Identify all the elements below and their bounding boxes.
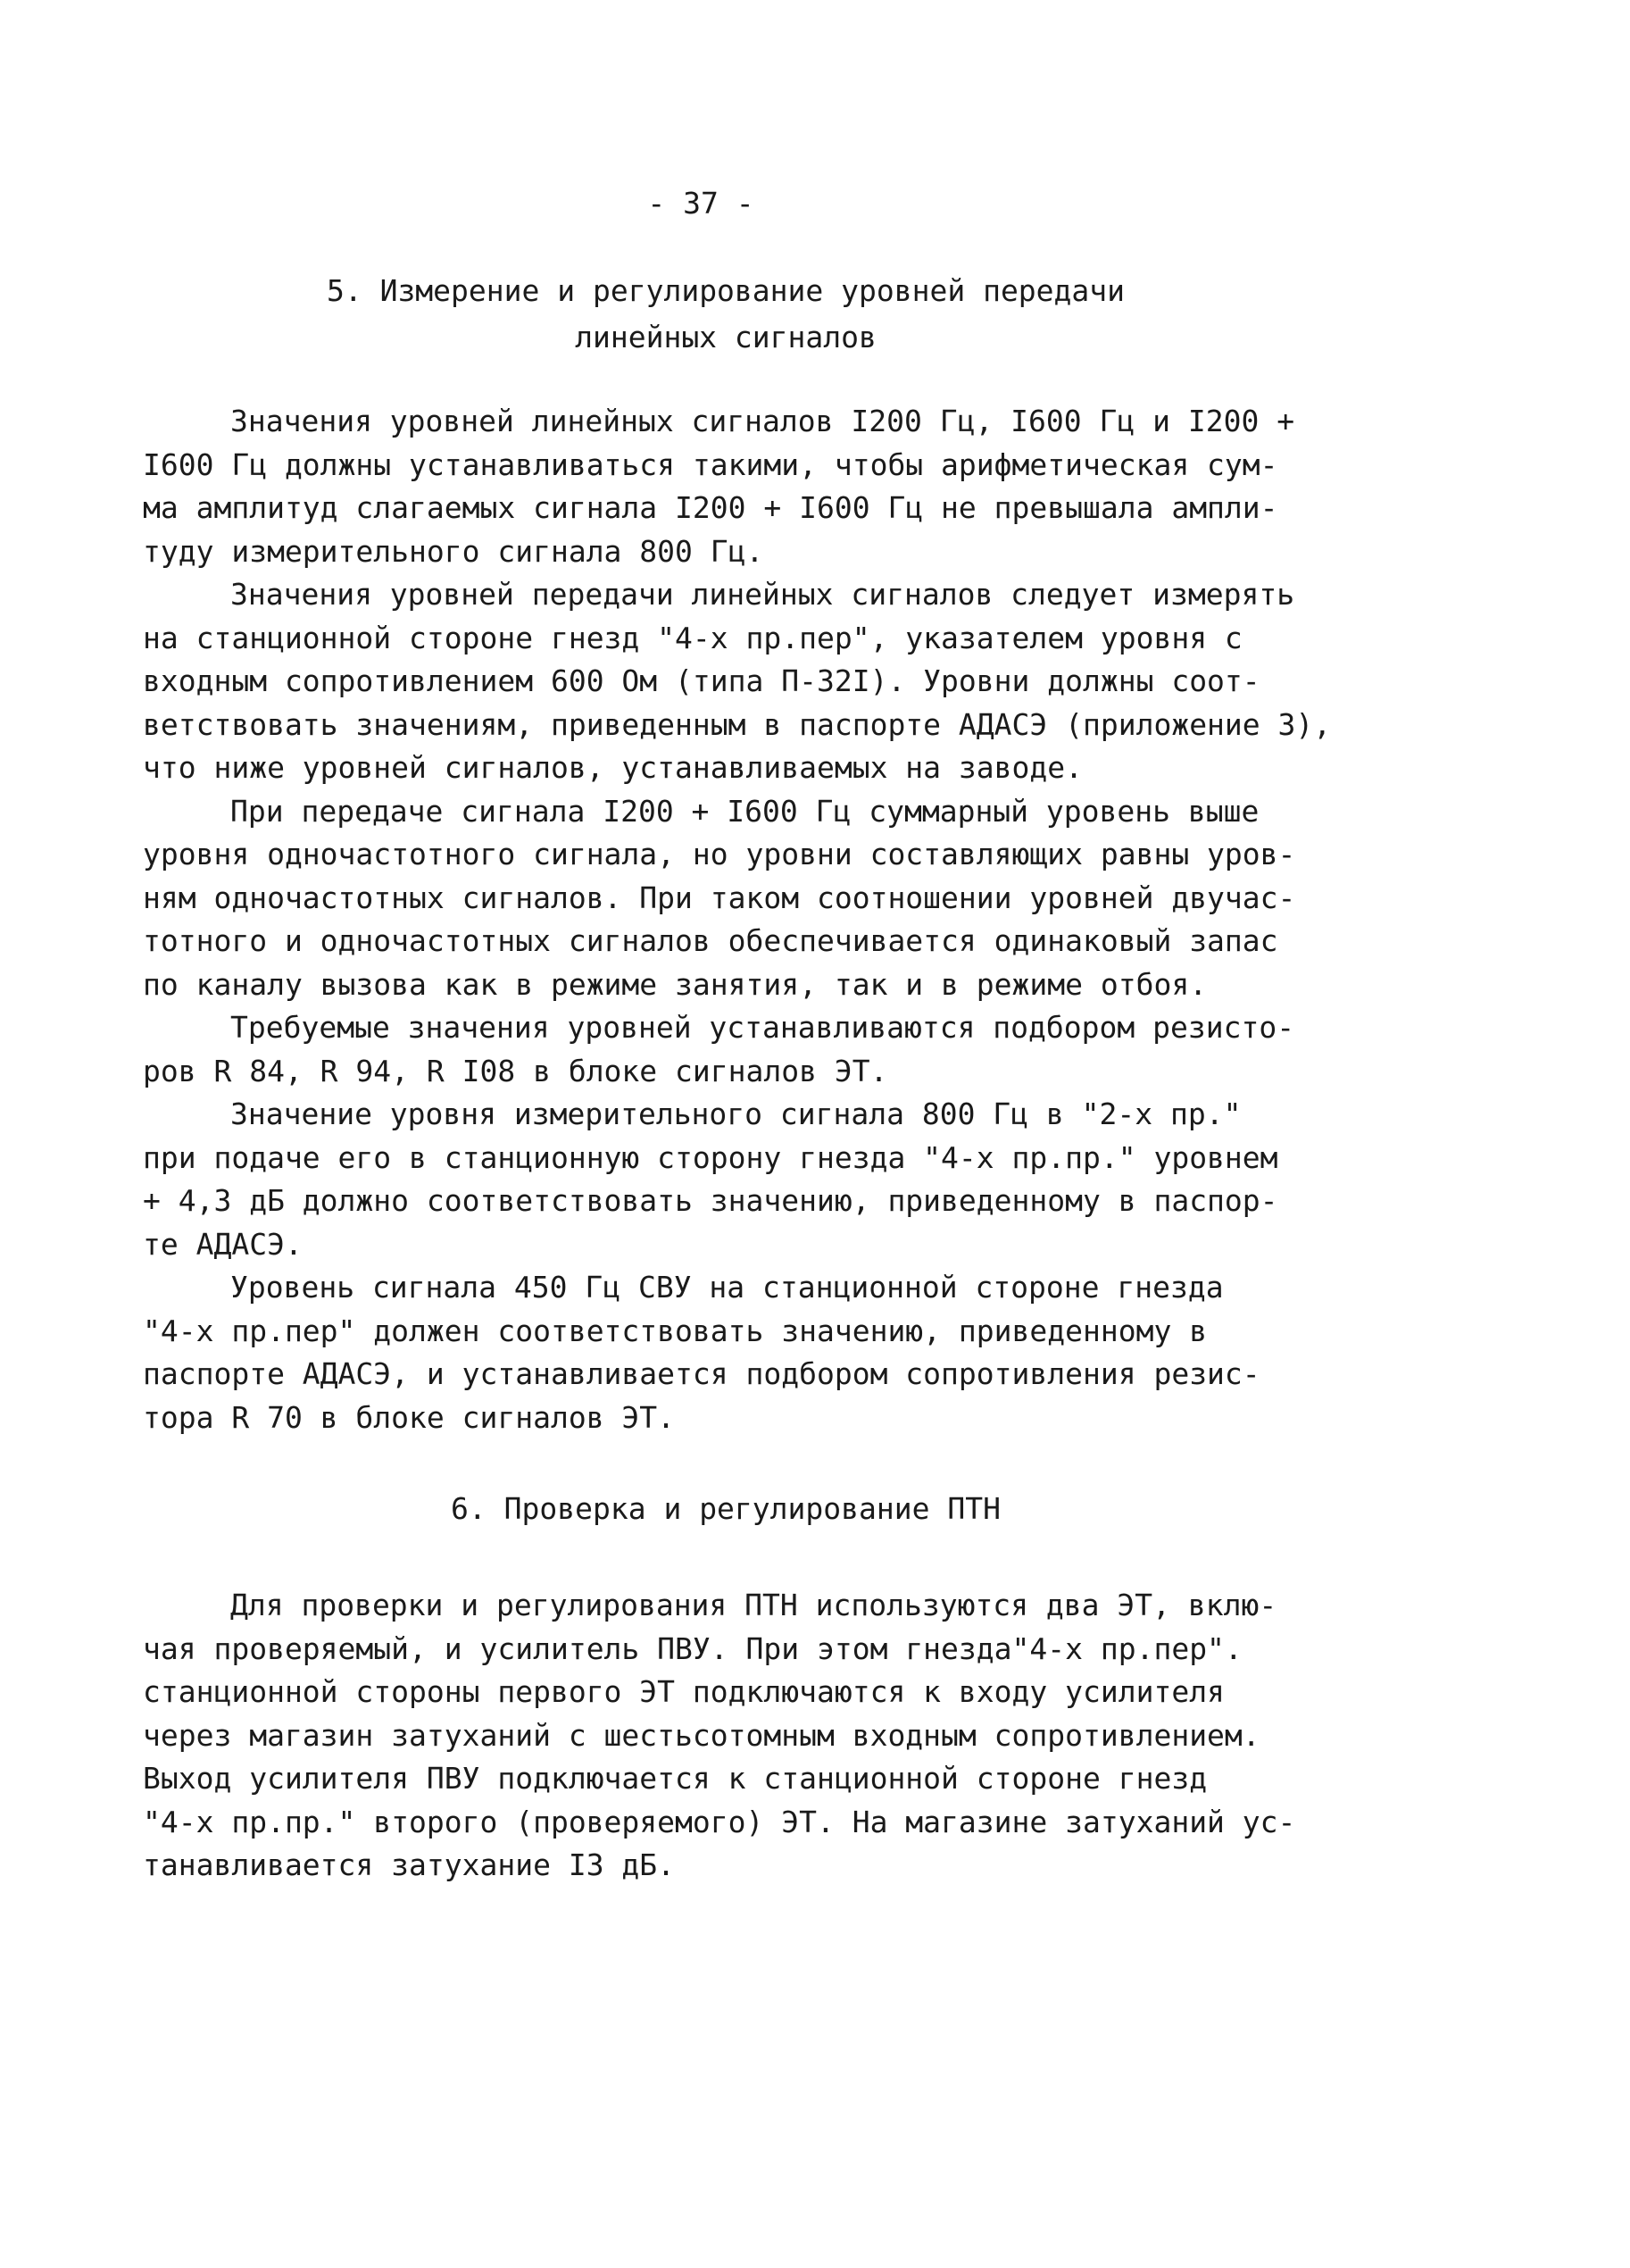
text-line: при подаче его в станционную сторону гнезда "4-х пр.пр." уровнем [143, 1139, 1278, 1175]
section-5-heading-line-2: линейных сигналов [575, 320, 877, 354]
text-line: станционной стороны первого ЭТ подключаются к входу усилителя [143, 1674, 1225, 1709]
text-line: входным сопротивлением 600 Ом (типа П-32I). Уровни должны соот- [143, 663, 1260, 698]
text-line: Уровень сигнала 450 Гц СВУ на станционной стороне гнезда [230, 1270, 1224, 1305]
text-line: ма амплитуд слагаемых сигнала I200 + I600 Гц не превышала ампли- [143, 490, 1278, 525]
section-6-body [143, 1584, 1393, 1888]
text-line: "4-х пр.пер" должен соответствовать значению, приведенному в [143, 1313, 1208, 1348]
text-line: I600 Гц должны устанавливаться такими, чтобы арифметическая сум- [143, 446, 1278, 482]
text-line: Требуемые значения уровней устанавливаются подбором резисто- [230, 1010, 1295, 1045]
text-line: ров R 84, R 94, R I08 в блоке сигналов ЭТ. [143, 1053, 888, 1088]
text-line: через магазин затуханий с шестьсотомным входным сопротивлением. [143, 1717, 1260, 1753]
text-line: Значения уровней передачи линейных сигналов следует измерять [230, 577, 1295, 612]
text-line: по каналу вызова как в режиме занятия, так и в режиме отбоя. [143, 966, 1208, 1002]
text-line: "4-х пр.пр." второго (проверяемого) ЭТ. На магазине затуханий ус- [143, 1804, 1296, 1839]
text-line: танавливается затухание I3 дБ. [143, 1847, 676, 1882]
section-5-heading-line-1: 5. Измерение и регулирование уровней передачи [326, 273, 1126, 308]
text-line: Значение уровня измерительного сигнала 800 Гц в "2-х пр." [230, 1096, 1242, 1131]
section-5-body [143, 400, 1393, 1439]
text-line: ветствовать значениям, приведенным в паспорте АДАСЭ (приложение 3), [143, 706, 1332, 742]
text-line: Для проверки и регулирования ПТН используются два ЭТ, вклю- [230, 1588, 1277, 1622]
section-5-heading [0, 268, 1451, 361]
section-6-heading [0, 1486, 1451, 1532]
text-line: туду измерительного сигнала 800 Гц. [143, 533, 764, 569]
text-line: + 4,3 дБ должно соответствовать значению, приведенному в паспор- [143, 1183, 1278, 1218]
text-line: паспорте АДАСЭ, и устанавливается подбором сопротивления резис- [143, 1356, 1260, 1391]
text-line: Значения уровней линейных сигналов I200 Гц, I600 Гц и I200 + [230, 404, 1295, 438]
text-line: ням одночастотных сигналов. При таком соотношении уровней двучас- [143, 880, 1296, 915]
text-line: чая проверяемый, и усилитель ПВУ. При этом гнезда"4-х пр.пер". [143, 1630, 1243, 1666]
text-line: те АДАСЭ. [143, 1226, 303, 1262]
text-line: При передаче сигнала I200 + I600 Гц суммарный уровень выше [230, 793, 1260, 829]
text-line: Выход усилителя ПВУ подключается к станционной стороне гнезд [143, 1761, 1208, 1796]
text-line: что ниже уровней сигналов, устанавливаемых на заводе. [143, 750, 1083, 785]
text-line: тотного и одночастотных сигналов обеспечивается одинаковый запас [143, 923, 1278, 958]
page-number: - 37 - [647, 186, 754, 221]
section-6-heading-line: 6. Проверка и регулирование ПТН [451, 1491, 1001, 1526]
text-line: уровня одночастотного сигнала, но уровни составляющих равны уров- [143, 837, 1296, 871]
text-line: тора R 70 в блоке сигналов ЭТ. [143, 1399, 676, 1435]
text-line: на станционной стороне гнезд "4-х пр.пер", указателем уровня с [143, 620, 1243, 655]
